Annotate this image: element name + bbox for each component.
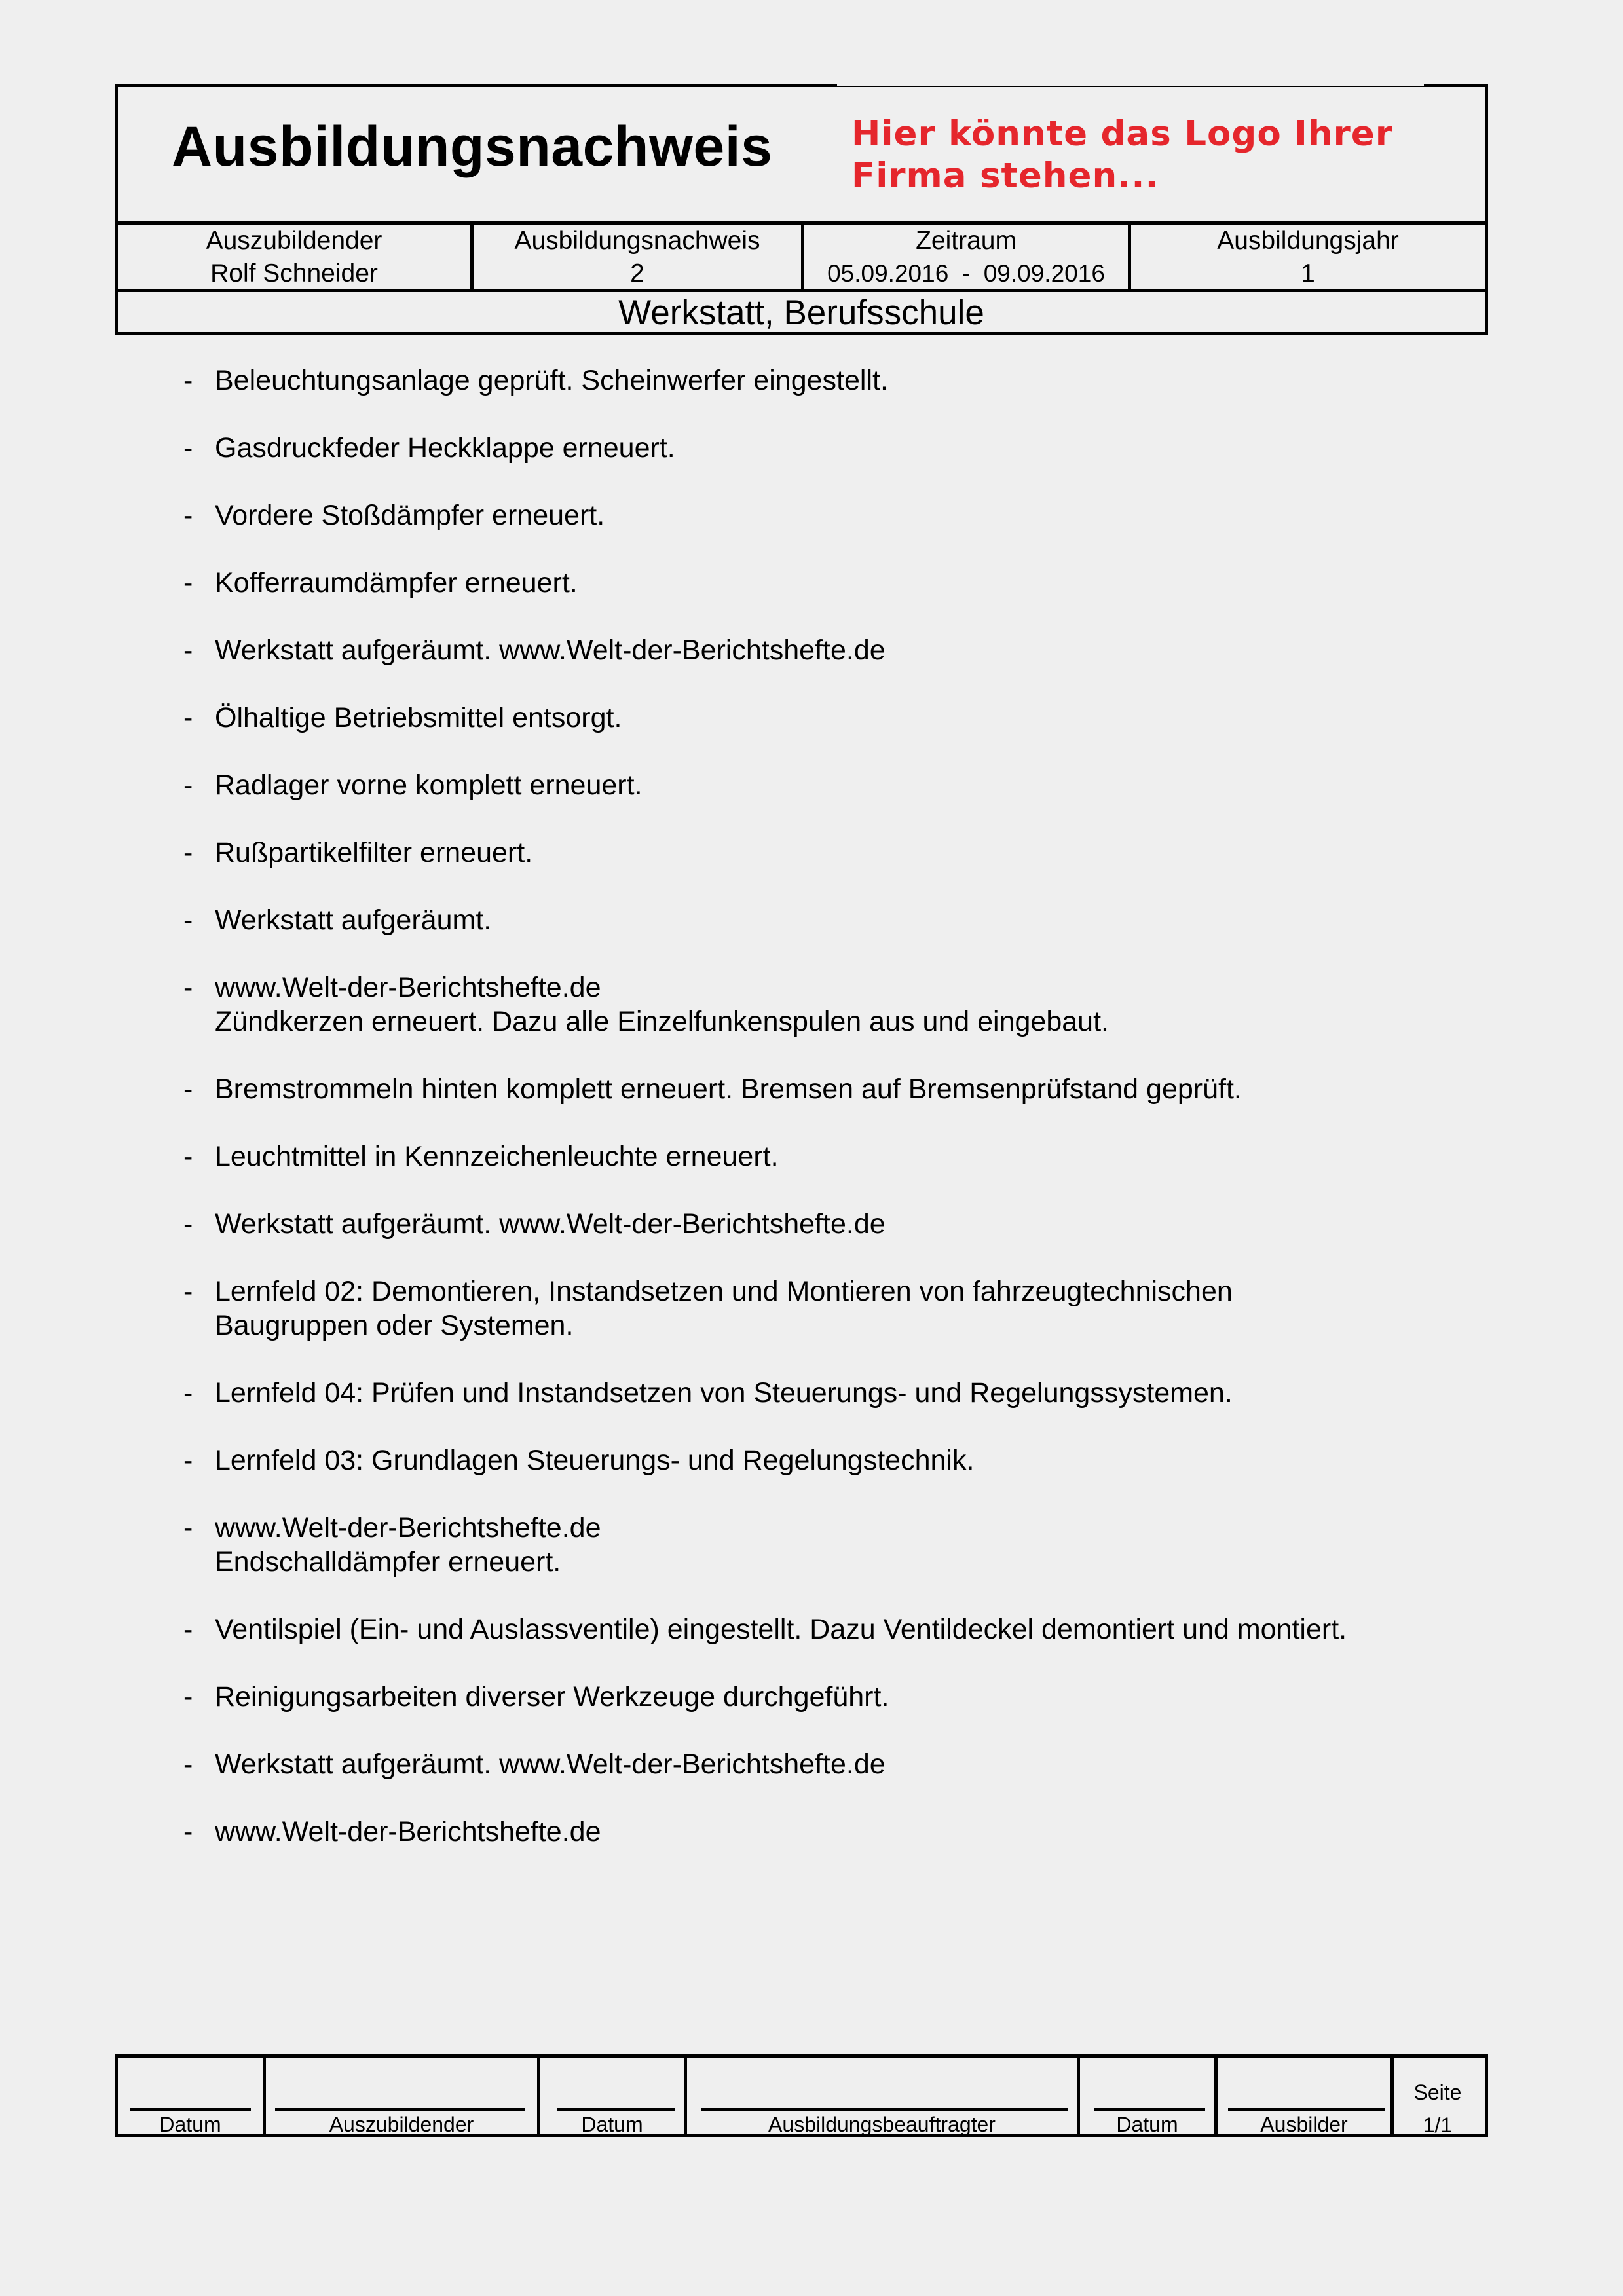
bullet-dash: - [183, 1141, 193, 1172]
activity-text: Ventilspiel (Ein- und Auslassventile) eingestellt. Dazu Ventildeckel demontiert und montiert. [215, 1614, 1347, 1645]
logo-line-1: Hier könnte das Logo Ihrer [851, 114, 1393, 154]
list-item [0, 1747, 1623, 1781]
bullet-dash: - [183, 1445, 193, 1476]
trainer-signature-label: Ausbilder [1260, 2113, 1348, 2136]
report-number-value: 2 [630, 259, 644, 287]
bullet-dash: - [183, 1073, 193, 1105]
list-item [0, 1207, 1623, 1241]
report-number-label: Ausbildungsnachweis [514, 227, 760, 255]
activity-text: Werkstatt aufgeräumt. www.Welt-der-Berichtshefte.de [215, 635, 886, 666]
trainee-cell [118, 225, 470, 289]
page-number [1392, 2076, 1483, 2141]
bullet-dash: - [183, 1208, 193, 1240]
bullet-dash: - [183, 1816, 193, 1847]
activity-text: Radlager vorne komplett erneuert. [215, 769, 643, 801]
activity-text: Ölhaltige Betriebsmittel entsorgt. [215, 702, 622, 733]
bullet-dash: - [183, 904, 193, 936]
signature-footer [115, 2054, 1488, 2137]
signature-line [275, 2108, 525, 2111]
trainee-signature-label: Auszubildender [329, 2113, 474, 2136]
report-header [115, 84, 1488, 335]
page-number-value: 1/1 [1423, 2113, 1453, 2137]
trainee-label: Auszubildender [206, 227, 382, 255]
bullet-dash: - [183, 702, 193, 733]
list-item [0, 1072, 1623, 1106]
trainee-date-label: Datum [159, 2113, 221, 2136]
bullet-dash: - [183, 1512, 193, 1544]
list-item [0, 768, 1623, 802]
activity-text: Leuchtmittel in Kennzeichenleuchte erneuert. [215, 1141, 779, 1172]
list-item [0, 431, 1623, 465]
activity-text: Werkstatt aufgeräumt. www.Welt-der-Berichtshefte.de [215, 1749, 886, 1780]
list-item [0, 971, 1623, 1039]
list-item [0, 1511, 1623, 1579]
bullet-dash: - [183, 432, 193, 464]
list-item [0, 836, 1623, 870]
list-item [0, 903, 1623, 937]
list-item [0, 1274, 1623, 1342]
activity-text: Werkstatt aufgeräumt. [215, 904, 492, 936]
activity-list [0, 363, 1623, 1882]
bullet-dash: - [183, 567, 193, 599]
list-item [0, 1139, 1623, 1174]
activity-text: Beleuchtungsanlage geprüft. Scheinwerfer eingestellt. [215, 365, 888, 396]
bullet-dash: - [183, 972, 193, 1003]
logo-line-2: Firma stehen... [851, 156, 1159, 196]
bullet-dash: - [183, 769, 193, 801]
signature-line [557, 2108, 675, 2111]
list-item [0, 633, 1623, 667]
activity-text: Reinigungsarbeiten diverser Werkzeuge durchgeführt. [215, 1681, 889, 1713]
list-item [0, 1376, 1623, 1410]
activity-text: Lernfeld 03: Grundlagen Steuerungs- und Regelungstechnik. [215, 1445, 975, 1476]
training-year-label: Ausbildungsjahr [1217, 227, 1399, 255]
training-year-value: 1 [1301, 259, 1315, 287]
activity-text: Werkstatt aufgeräumt. www.Welt-der-Berichtshefte.de [215, 1208, 886, 1240]
list-item [0, 1443, 1623, 1477]
bullet-dash: - [183, 1681, 193, 1713]
trainee-name: Rolf Schneider [210, 259, 378, 287]
list-item [0, 566, 1623, 600]
training-year-cell [1131, 225, 1485, 289]
activity-text: Lernfeld 02: Demontieren, Instandsetzen und Montieren von fahrzeugtechnischen Baugruppen oder Systemen. [215, 1276, 1233, 1341]
list-item [0, 701, 1623, 735]
bullet-dash: - [183, 1749, 193, 1780]
activity-text: Bremstrommeln hinten komplett erneuert. Bremsen auf Bremsenprüfstand geprüft. [215, 1073, 1242, 1105]
signature-line [1094, 2108, 1205, 2111]
officer-signature-label: Ausbildungsbeauftragter [768, 2113, 996, 2136]
list-item [0, 1815, 1623, 1849]
page-title: Ausbildungsnachweis [172, 115, 773, 178]
signature-line [130, 2108, 251, 2111]
bullet-dash: - [183, 635, 193, 666]
signature-line [701, 2108, 1068, 2111]
bullet-dash: - [183, 1276, 193, 1307]
list-item [0, 1612, 1623, 1646]
activity-text: www.Welt-der-Berichtshefte.de Endschalldämpfer erneuert. [215, 1512, 601, 1578]
list-item [0, 1680, 1623, 1714]
trainer-date-label: Datum [1116, 2113, 1178, 2136]
department-subject: Werkstatt, Berufsschule [618, 293, 984, 332]
bullet-dash: - [183, 1614, 193, 1645]
activity-text: Vordere Stoßdämpfer erneuert. [215, 500, 605, 531]
bullet-dash: - [183, 837, 193, 868]
activity-text: www.Welt-der-Berichtshefte.de [215, 1816, 601, 1847]
activity-text: Gasdruckfeder Heckklappe erneuert. [215, 432, 675, 464]
company-logo-placeholder [851, 113, 1393, 197]
page-number-label: Seite [1413, 2081, 1462, 2104]
bullet-dash: - [183, 365, 193, 396]
signature-line [1228, 2108, 1385, 2111]
activity-text: Kofferraumdämpfer erneuert. [215, 567, 578, 599]
activity-text: Rußpartikelfilter erneuert. [215, 837, 533, 868]
bullet-dash: - [183, 1377, 193, 1409]
header-border-gap [837, 83, 1424, 86]
period-label: Zeitraum [916, 227, 1017, 255]
officer-date-label: Datum [581, 2113, 643, 2136]
report-number-cell [474, 225, 801, 289]
period-value: 05.09.2016 - 09.09.2016 [827, 260, 1105, 287]
activity-text: Lernfeld 04: Prüfen und Instandsetzen von Steuerungs- und Regelungssystemen. [215, 1377, 1233, 1409]
period-cell [804, 225, 1128, 289]
activity-text: www.Welt-der-Berichtshefte.de Zündkerzen erneuert. Dazu alle Einzelfunkenspulen aus und eingebaut. [215, 972, 1109, 1037]
list-item [0, 498, 1623, 532]
list-item [0, 363, 1623, 398]
bullet-dash: - [183, 500, 193, 531]
